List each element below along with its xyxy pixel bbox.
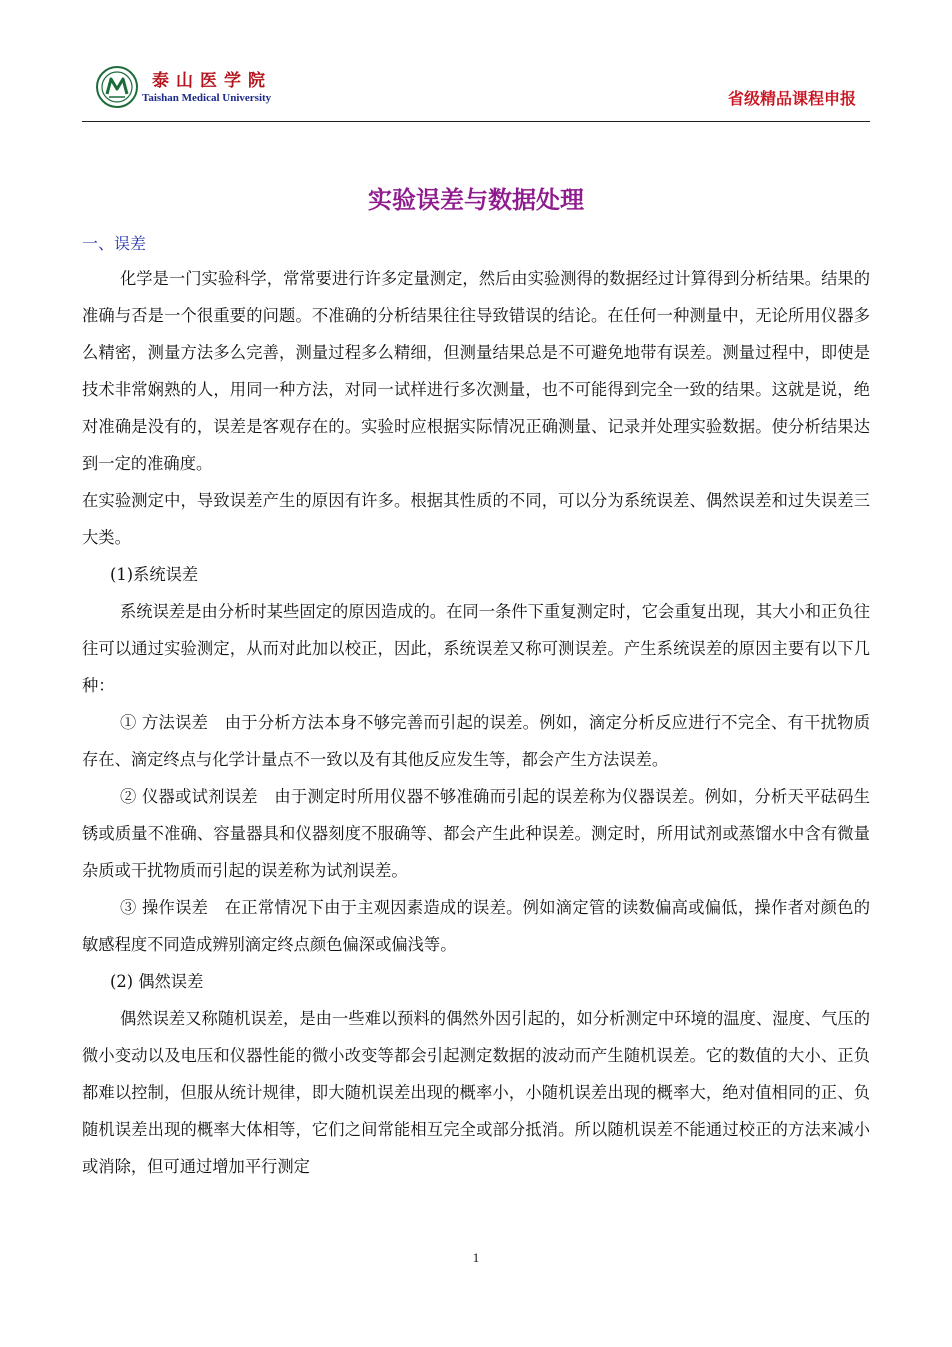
paragraph-causes: 在实验测定中，导致误差产生的原因有许多。根据其性质的不同，可以分为系统误差、偶然误差和过失误差三大类。 — [82, 491, 870, 547]
university-name-cn: 泰山医学院 — [152, 71, 272, 91]
header-label: 省级精品课程申报 — [727, 89, 856, 108]
subheading-random-error: (2) 偶然误差 — [110, 972, 204, 991]
university-name-en: Taishan Medical University — [142, 92, 272, 104]
university-logo-icon — [96, 66, 138, 108]
paragraph-intro: 化学是一门实验科学，常常要进行许多定量测定，然后由实验测得的数据经过计算得到分析结果。结果的准确与否是一个很重要的问题。不准确的分析结果往往导致错误的结论。在任何一种测量中，无论所用仪器多么精密，测量方法多么完善，测量过程多么精细，但测量结果总是不可避免地带有误差。测量过程中，即使是技术非常娴熟的人，用同一种方法，对同一试样进行多次测量，也不可能得到完全一致的结果。这就是说，绝对准确是没有的，误差是客观存在的。实验时应根据实际情况正确测量、记录并处理实验数据。使分析结果达到一定的准确度。 — [82, 269, 870, 473]
subheading-systematic-error: (1)系统误差 — [110, 565, 199, 584]
page-title: 实验误差与数据处理 — [368, 186, 584, 214]
document-body — [82, 260, 870, 1185]
section-heading-errors: 一、误差 — [82, 234, 147, 253]
paragraph-random-error: 偶然误差又称随机误差，是由一些难以预料的偶然外因引起的，如分析测定中环境的温度、湿度、气压的微小变动以及电压和仪器性能的微小改变等都会引起测定数据的波动而产生随机误差。它的数值的大小、正负都难以控制，但服从统计规律，即大随机误差出现的概率小，小随机误差出现的概率大，绝对值相同的正、负随机误差出现的概率大体相等，它们之间常能相互完全或部分抵消。所以随机误差不能通过校正的方法来减小或消除，但可通过增加平行测定 — [82, 1009, 870, 1176]
paragraph-systematic-error: 系统误差是由分析时某些固定的原因造成的。在同一条件下重复测定时，它会重复出现，其大小和正负往往可以通过实验测定，从而对此加以校正，因此，系统误差又称可测误差。产生系统误差的原因主要有以下几种： — [82, 602, 870, 695]
list-item-operation-error: ③ 操作误差 在正常情况下由于主观因素造成的误差。例如滴定管的读数偏高或偏低，操作者对颜色的敏感程度不同造成辨别滴定终点颜色偏深或偏浅等。 — [82, 898, 870, 954]
page-number: 1 — [472, 1250, 480, 1265]
page-header — [82, 62, 870, 120]
list-item-instrument-error: ② 仪器或试剂误差 由于测定时所用仪器不够准确而引起的误差称为仪器误差。例如，分析天平砝码生锈或质量不准确、容量器具和仪器刻度不服确等、都会产生此种误差。测定时，所用试剂或蒸馏水中含有微量杂质或干扰物质而引起的误差称为试剂误差。 — [82, 787, 870, 880]
header-divider — [82, 121, 870, 122]
list-item-method-error: ① 方法误差 由于分析方法本身不够完善而引起的误差。例如，滴定分析反应进行不完全、有干扰物质存在、滴定终点与化学计量点不一致以及有其他反应发生等，都会产生方法误差。 — [82, 713, 870, 769]
